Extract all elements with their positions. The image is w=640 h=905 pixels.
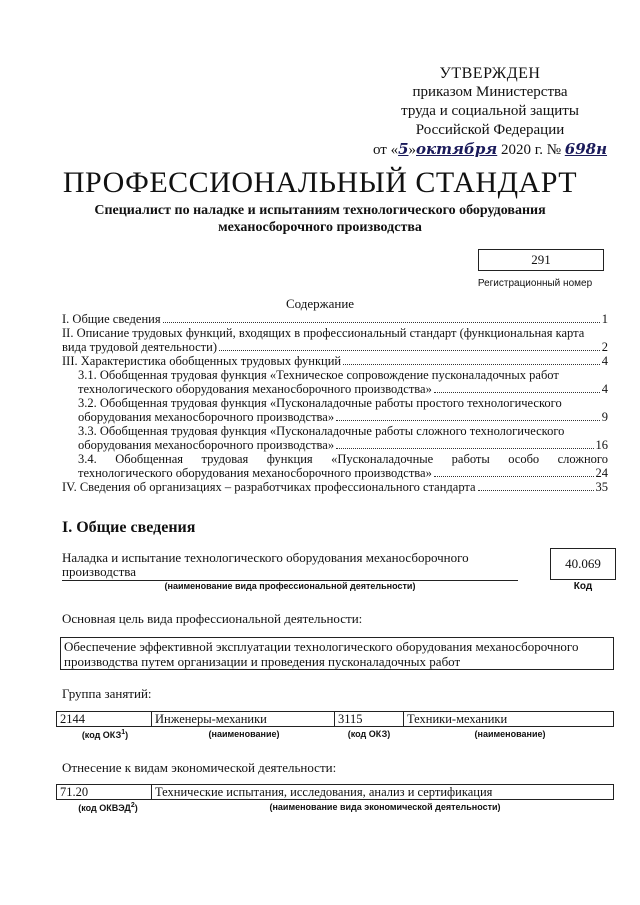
toc-item[interactable]: I. Общие сведения 1 bbox=[62, 312, 608, 326]
okz-code-caption-2: (код ОКЗ) bbox=[347, 729, 391, 739]
activity-code: 40.069 bbox=[550, 548, 616, 580]
okz-code-1: 2144 bbox=[57, 712, 152, 727]
activity-kind: Наладка и испытание технологического оборудования механосборочного производства bbox=[62, 551, 518, 581]
okved-name: Технические испытания, исследования, анализ и сертификация bbox=[152, 785, 614, 800]
goal-label: Основная цель вида профессиональной деятельности: bbox=[62, 611, 363, 626]
toc-item[interactable]: IV. Сведения об организациях – разработчиках профессионального стандарта 35 bbox=[62, 480, 608, 494]
document-subtitle: Специалист по наладке и испытаниям технологического оборудования механосборочного производства bbox=[94, 203, 546, 235]
activity-label: Отнесение к видам экономической деятельности: bbox=[62, 760, 337, 775]
okz-code-2: 3115 bbox=[335, 712, 404, 727]
economic-activity-table bbox=[56, 784, 614, 800]
okz-name-1: Инженеры-механики bbox=[152, 712, 335, 727]
document-title: ПРОФЕССИОНАЛЬНЫЙ СТАНДАРТ bbox=[62, 166, 578, 199]
toc-item[interactable]: II. Описание трудовых функций, входящих в профессиональный стандарт (функциональная карта вида трудовой деятельности) 2 bbox=[62, 326, 608, 354]
toc-item[interactable]: 3.1. Обобщенная трудовая функция «Техническое сопровождение пусконаладочных работ технологического оборудования механосборочного производства» 4 bbox=[78, 368, 608, 396]
approval-date: от «5»октября 2020 г. № 698н bbox=[372, 140, 608, 158]
okz-name-2: Техники-механики bbox=[404, 712, 614, 727]
approval-block bbox=[360, 64, 620, 160]
handwritten-day: 5 bbox=[398, 140, 409, 158]
toc-item[interactable]: 3.4. Обобщенная трудовая функция «Пусконаладочные работы особо сложного технологического оборудования механосборочного производства» 24 bbox=[78, 452, 608, 480]
toc-heading: Содержание bbox=[285, 296, 355, 311]
section-heading: I. Общие сведения bbox=[62, 519, 196, 536]
registration-caption: Регистрационный номер bbox=[477, 278, 593, 289]
approval-line: труда и социальной защиты bbox=[401, 103, 579, 119]
approval-title: УТВЕРЖДЕН bbox=[439, 65, 541, 82]
okz-code-caption: (код ОКЗ$^1$) bbox=[81, 729, 129, 740]
registration-number: 291 bbox=[478, 249, 604, 271]
table-of-contents bbox=[62, 312, 608, 494]
activity-kind-caption: (наименование вида профессиональной деятельности) bbox=[164, 581, 416, 591]
toc-item[interactable]: 3.2. Обобщенная трудовая функция «Пусконаладочные работы простого технологического оборудования механосборочного производства» 9 bbox=[78, 396, 608, 424]
okz-name-caption-2: (наименование) bbox=[474, 729, 546, 739]
approval-line: приказом Министерства bbox=[412, 84, 568, 100]
toc-item[interactable]: III. Характеристика обобщенных трудовых функций 4 bbox=[62, 354, 608, 368]
okved-code: 71.20 bbox=[57, 785, 152, 800]
activity-code-caption: Код bbox=[573, 581, 593, 592]
handwritten-month: октября bbox=[416, 140, 498, 158]
toc-item[interactable]: 3.3. Обобщенная трудовая функция «Пусконаладочные работы сложного технологического оборудования механосборочного производства» 16 bbox=[78, 424, 608, 452]
approval-line: Российской Федерации bbox=[415, 122, 565, 138]
okved-code-caption: (код ОКВЭД$^2$) bbox=[78, 802, 138, 813]
okz-name-caption: (наименование) bbox=[208, 729, 280, 739]
okved-name-caption: (наименование вида экономической деятельности) bbox=[269, 802, 501, 812]
goal-text: Обеспечение эффективной эксплуатации технологического оборудования механосборочного производства путем организации и проведения пусконаладочных работ bbox=[60, 637, 614, 670]
handwritten-order-number: 698н bbox=[564, 140, 608, 158]
group-label: Группа занятий: bbox=[62, 686, 152, 701]
occupation-group-table bbox=[56, 711, 614, 727]
